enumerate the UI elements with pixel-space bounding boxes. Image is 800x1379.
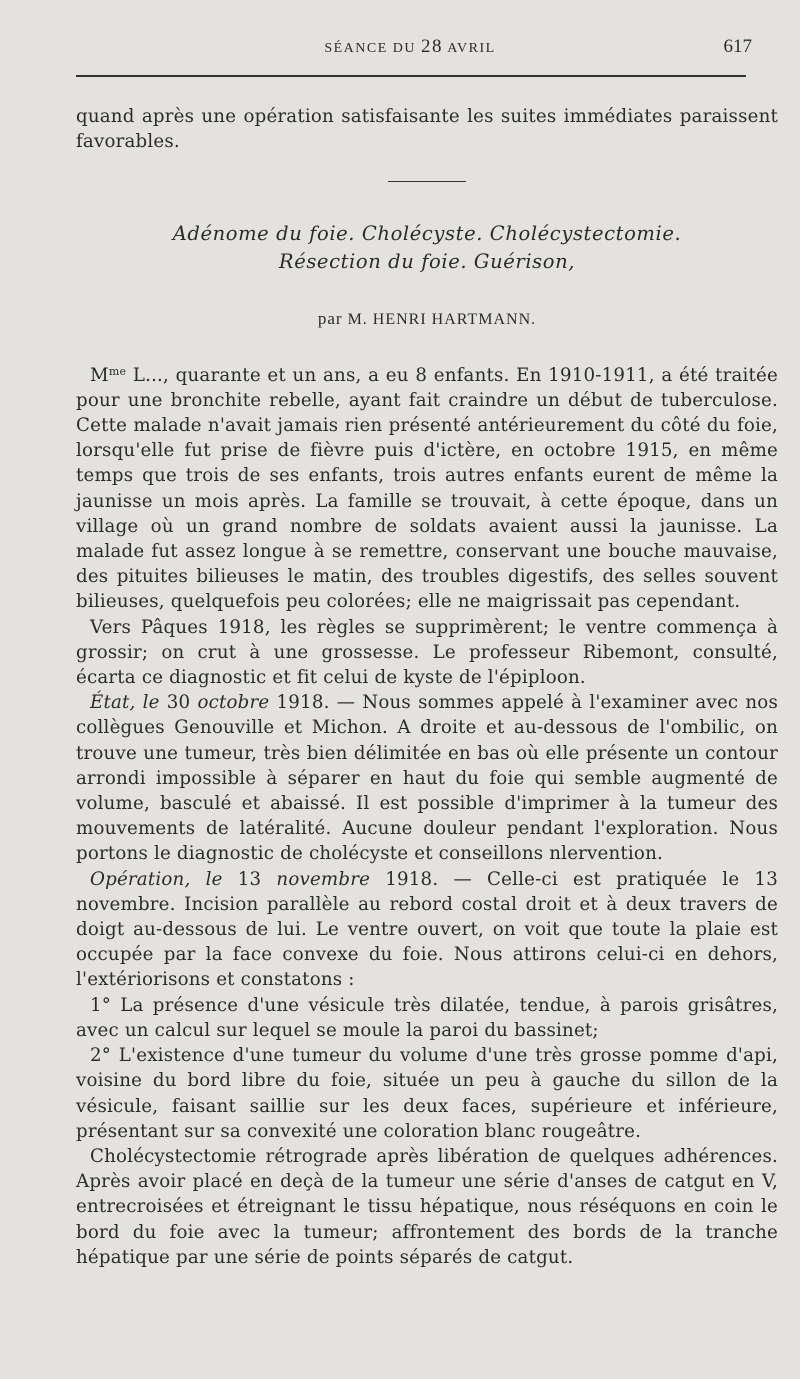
article-title-line2: Résection du foie. Guérison,	[278, 250, 576, 274]
paragraph-procedure: Cholécystectomie rétrograde après libération de quelques adhérences. Après avoir placé en deçà de la tumeur une série d'anses de catgut en V, entrecroisées et étreignant le tissu hépatique, nous réséquons en coin le bord du foie avec la tumeur; affrontement des bords de la tranche hépatique par une série de points séparés de catgut.	[76, 1145, 778, 1268]
running-title-day: 28	[420, 36, 443, 57]
abbr-madame: M	[90, 364, 109, 386]
article-title	[76, 220, 778, 276]
article-title-line1: Adénome du foie. Cholécyste. Cholécystectomie.	[172, 222, 682, 246]
paragraph-state	[76, 690, 778, 866]
state-lead: État, le	[90, 692, 160, 714]
running-title-part2: AVRIL	[442, 41, 496, 56]
running-title-part1: SÉANCE DU	[324, 41, 421, 56]
continuation-paragraph: quand après une opération satisfaisante les suites immédiates paraissent favorables.	[76, 106, 778, 153]
running-title	[76, 36, 744, 58]
state-month: octobre	[197, 692, 270, 714]
running-head	[76, 36, 752, 66]
operation-date: 13	[222, 868, 277, 890]
paragraph-finding-2: 2° L'existence d'une tumeur du volume d'une très grosse pomme d'api, voisine du bord libre du foie, située un peu à gauche du sillon de la vésicule, faisant saillie sur les deux faces, supérieure et inférieure, présentant sur sa convexité une coloration blanc rougeâtre.	[76, 1045, 778, 1142]
operation-month: novembre	[276, 868, 371, 890]
header-rule	[76, 75, 746, 77]
author-name: M. HENRI HARTMANN.	[347, 311, 537, 329]
paragraph-finding-1: 1° La présence d'une vésicule très dilatée, tendue, à parois grisâtres, avec un calcul sur lequel se moule la paroi du bassinet;	[76, 994, 778, 1041]
paragraph-easter: Vers Pâques 1918, les règles se supprimèrent; le ventre commença à grossir; on crut à une grossesse. Le professeur Ribemont, consulté, écarta ce diagnostic et fit celui de kyste de l'épiploon.	[76, 616, 778, 689]
paragraph-case-history	[76, 363, 778, 615]
operation-lead: Opération, le	[90, 868, 223, 890]
body-text	[76, 104, 778, 1270]
section-divider	[388, 181, 466, 182]
state-text: 1918. — Nous sommes appelé à l'examiner avec nos collègues Genouville et Michon. A droite et au-dessous de l'ombilic, on trouve une tumeur, très bien délimitée en bas où elle présente un contour arrondi impossible à séparer en haut du foie qui semble augmenté de volume, basculé et abaissé. Il est possible d'imprimer à la tumeur des mouvements de latéralité. Aucune douleur pendant l'exploration. Nous portons le diagnostic de cholécyste et conseillons nlervention.	[76, 692, 778, 865]
author-prefix: par	[317, 309, 343, 329]
author-line	[76, 306, 778, 332]
operation-text: 1918. — Celle-ci est pratiquée le 13 novembre. Incision parallèle au rebord costal droit et à deux travers de doigt au-dessous de lui. Le ventre ouvert, on voit que toute la plaie est occupée par la face convexe du foie. Nous attirons celui-ci en dehors, l'extériorisons et constatons :	[76, 868, 778, 991]
abbr-madame-sup: me	[108, 364, 127, 378]
paragraph-operation	[76, 867, 778, 993]
case-history-text: L..., quarante et un ans, a eu 8 enfants. En 1910-1911, a été traitée pour une bronchite rebelle, ayant fait craindre un début de tuberculose. Cette malade n'avait jamais rien présenté antérieurement du côté du foie, lorsqu'elle fut prise de fièvre puis d'ictère, en octobre 1915, en même temps que trois de ses enfants, trois autres enfants eurent de même la jaunisse un mois après. La famille se trouvait, à cette époque, dans un village où un grand nombre de soldats avaient aussi la jaunisse. La malade fut assez longue à se remettre, conservant une bouche mauvaise, des pituites bilieuses le matin, des troubles digestifs, des selles souvent bilieuses, quelquefois peu colorées; elle ne maigrissait pas cependant.	[76, 364, 778, 613]
page-number: 617	[723, 36, 752, 57]
state-date: 30	[159, 692, 198, 714]
